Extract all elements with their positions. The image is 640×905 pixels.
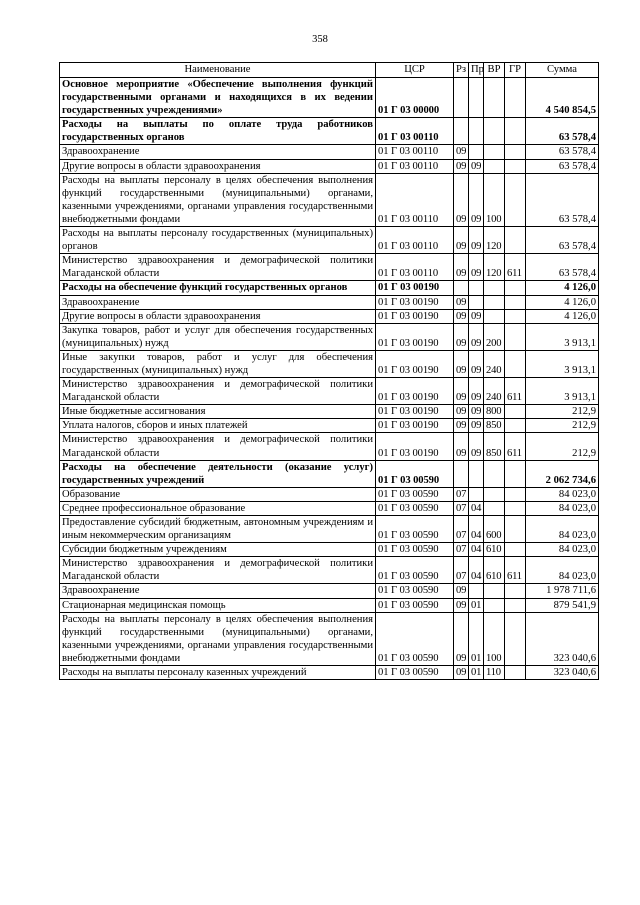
row-rz: 09 <box>454 323 469 350</box>
row-sum: 212,9 <box>526 419 599 433</box>
row-gr <box>505 543 526 557</box>
row-csr: 01 Г 03 00190 <box>376 419 454 433</box>
table-header <box>60 63 599 78</box>
row-name: Расходы на выплаты персоналу в целях обеспечения выполнения функций государственными (муниципальными) органами, казенными учреждениями, органами управления государственными внебюджетными фондами <box>60 612 376 665</box>
row-pr: 01 <box>469 612 484 665</box>
row-name: Стационарная медицинская помощь <box>60 598 376 612</box>
row-sum: 4 540 854,5 <box>526 78 599 118</box>
row-gr <box>505 405 526 419</box>
row-gr <box>505 487 526 501</box>
row-rz <box>454 460 469 487</box>
row-pr <box>469 281 484 295</box>
row-vr <box>484 295 505 309</box>
table-row <box>60 118 599 145</box>
row-name: Образование <box>60 487 376 501</box>
row-csr: 01 Г 03 00110 <box>376 173 454 226</box>
row-csr: 01 Г 03 00590 <box>376 598 454 612</box>
row-pr: 04 <box>469 501 484 515</box>
row-vr: 610 <box>484 557 505 584</box>
row-rz: 09 <box>454 350 469 377</box>
row-vr <box>484 501 505 515</box>
row-csr: 01 Г 03 00190 <box>376 323 454 350</box>
row-pr <box>469 487 484 501</box>
row-name: Расходы на выплаты персоналу государственных (муниципальных) органов <box>60 227 376 254</box>
header-sum: Сумма <box>526 63 599 78</box>
row-name: Другие вопросы в области здравоохранения <box>60 159 376 173</box>
row-rz: 09 <box>454 227 469 254</box>
row-vr: 200 <box>484 323 505 350</box>
row-pr: 09 <box>469 173 484 226</box>
row-csr: 01 Г 03 00590 <box>376 501 454 515</box>
row-gr: 611 <box>505 557 526 584</box>
table-body <box>60 78 599 680</box>
row-csr: 01 Г 03 00590 <box>376 543 454 557</box>
row-rz: 09 <box>454 405 469 419</box>
row-gr <box>505 584 526 598</box>
row-gr <box>505 173 526 226</box>
row-name: Уплата налогов, сборов и иных платежей <box>60 419 376 433</box>
row-rz <box>454 78 469 118</box>
row-sum: 3 913,1 <box>526 378 599 405</box>
row-vr <box>484 281 505 295</box>
row-csr: 01 Г 03 00190 <box>376 405 454 419</box>
row-name: Расходы на выплаты персоналу в целях обеспечения выполнения функций государственными (муниципальными) органами, казенными учреждениями, органами управления государственными внебюджетными фондами <box>60 173 376 226</box>
row-rz: 09 <box>454 254 469 281</box>
row-sum: 84 023,0 <box>526 487 599 501</box>
row-rz: 09 <box>454 612 469 665</box>
row-vr: 100 <box>484 173 505 226</box>
row-pr: 09 <box>469 350 484 377</box>
row-sum: 323 040,6 <box>526 612 599 665</box>
row-rz: 07 <box>454 501 469 515</box>
row-pr: 04 <box>469 516 484 543</box>
row-sum: 84 023,0 <box>526 516 599 543</box>
row-sum: 323 040,6 <box>526 666 599 680</box>
row-sum: 84 023,0 <box>526 501 599 515</box>
row-vr: 120 <box>484 254 505 281</box>
row-vr <box>484 487 505 501</box>
row-name: Министерство здравоохранения и демографической политики Магаданской области <box>60 433 376 460</box>
row-csr: 01 Г 03 00590 <box>376 460 454 487</box>
row-csr: 01 Г 03 00190 <box>376 378 454 405</box>
row-vr: 110 <box>484 666 505 680</box>
row-pr <box>469 295 484 309</box>
table-row <box>60 557 599 584</box>
row-name: Предоставление субсидий бюджетным, автономным учреждениям и иным некоммерческим организациям <box>60 516 376 543</box>
row-gr <box>505 295 526 309</box>
row-name: Расходы на обеспечение функций государственных органов <box>60 281 376 295</box>
header-gr: ГР <box>505 63 526 78</box>
table-row <box>60 159 599 173</box>
row-name: Министерство здравоохранения и демографической политики Магаданской области <box>60 378 376 405</box>
row-csr: 01 Г 03 00590 <box>376 584 454 598</box>
row-sum: 84 023,0 <box>526 543 599 557</box>
row-vr: 850 <box>484 433 505 460</box>
row-csr: 01 Г 03 00110 <box>376 227 454 254</box>
row-sum: 63 578,4 <box>526 227 599 254</box>
row-vr: 100 <box>484 612 505 665</box>
header-pr: Пр <box>469 63 484 78</box>
row-csr: 01 Г 03 00590 <box>376 557 454 584</box>
row-pr <box>469 118 484 145</box>
row-sum: 4 126,0 <box>526 281 599 295</box>
table-row <box>60 584 599 598</box>
row-gr <box>505 323 526 350</box>
row-gr <box>505 78 526 118</box>
row-vr: 240 <box>484 350 505 377</box>
table-row <box>60 501 599 515</box>
row-sum: 3 913,1 <box>526 323 599 350</box>
row-sum: 63 578,4 <box>526 145 599 159</box>
header-rz: Рз <box>454 63 469 78</box>
table-row <box>60 666 599 680</box>
header-vr: ВР <box>484 63 505 78</box>
table-row <box>60 378 599 405</box>
row-name: Министерство здравоохранения и демографической политики Магаданской области <box>60 557 376 584</box>
row-name: Субсидии бюджетным учреждениям <box>60 543 376 557</box>
row-vr: 850 <box>484 419 505 433</box>
row-gr <box>505 460 526 487</box>
row-pr: 04 <box>469 543 484 557</box>
header-name: Наименование <box>60 63 376 78</box>
row-csr: 01 Г 03 00190 <box>376 281 454 295</box>
row-rz: 09 <box>454 666 469 680</box>
row-csr: 01 Г 03 00190 <box>376 433 454 460</box>
row-pr: 09 <box>469 433 484 460</box>
row-rz: 09 <box>454 145 469 159</box>
row-csr: 01 Г 03 00000 <box>376 78 454 118</box>
row-csr: 01 Г 03 00190 <box>376 309 454 323</box>
row-csr: 01 Г 03 00110 <box>376 145 454 159</box>
table-row <box>60 145 599 159</box>
row-name: Другие вопросы в области здравоохранения <box>60 309 376 323</box>
row-name: Здравоохранение <box>60 145 376 159</box>
row-sum: 4 126,0 <box>526 309 599 323</box>
row-name: Расходы на выплаты персоналу казенных учреждений <box>60 666 376 680</box>
row-pr: 09 <box>469 309 484 323</box>
row-vr <box>484 159 505 173</box>
row-sum: 63 578,4 <box>526 173 599 226</box>
table-row <box>60 309 599 323</box>
table-row <box>60 227 599 254</box>
row-gr: 611 <box>505 254 526 281</box>
row-gr <box>505 159 526 173</box>
row-rz: 09 <box>454 419 469 433</box>
row-sum: 4 126,0 <box>526 295 599 309</box>
row-name: Иные закупки товаров, работ и услуг для обеспечения государственных (муниципальных) нужд <box>60 350 376 377</box>
row-pr: 09 <box>469 227 484 254</box>
row-vr: 600 <box>484 516 505 543</box>
row-rz: 09 <box>454 309 469 323</box>
row-name: Здравоохранение <box>60 295 376 309</box>
row-vr: 610 <box>484 543 505 557</box>
row-csr: 01 Г 03 00190 <box>376 350 454 377</box>
row-pr: 09 <box>469 378 484 405</box>
row-rz <box>454 281 469 295</box>
row-gr <box>505 118 526 145</box>
row-sum: 879 541,9 <box>526 598 599 612</box>
table-row <box>60 281 599 295</box>
row-csr: 01 Г 03 00110 <box>376 118 454 145</box>
row-name: Иные бюджетные ассигнования <box>60 405 376 419</box>
row-csr: 01 Г 03 00590 <box>376 516 454 543</box>
row-vr <box>484 78 505 118</box>
row-sum: 1 978 711,6 <box>526 584 599 598</box>
row-gr <box>505 598 526 612</box>
row-sum: 63 578,4 <box>526 254 599 281</box>
row-pr: 01 <box>469 598 484 612</box>
table-row <box>60 173 599 226</box>
row-pr <box>469 78 484 118</box>
row-name: Расходы на выплаты по оплате труда работников государственных органов <box>60 118 376 145</box>
row-name: Министерство здравоохранения и демографической политики Магаданской области <box>60 254 376 281</box>
row-pr: 09 <box>469 405 484 419</box>
row-rz: 09 <box>454 584 469 598</box>
header-row <box>60 63 599 78</box>
row-gr <box>505 666 526 680</box>
table-row <box>60 543 599 557</box>
row-gr <box>505 419 526 433</box>
row-gr <box>505 309 526 323</box>
row-rz: 09 <box>454 295 469 309</box>
row-rz <box>454 118 469 145</box>
row-sum: 212,9 <box>526 405 599 419</box>
row-vr <box>484 309 505 323</box>
row-rz: 07 <box>454 487 469 501</box>
row-vr <box>484 460 505 487</box>
row-rz: 09 <box>454 378 469 405</box>
table-row <box>60 323 599 350</box>
row-name: Расходы на обеспечение деятельности (оказание услуг) государственных учреждений <box>60 460 376 487</box>
row-gr <box>505 516 526 543</box>
table-row <box>60 487 599 501</box>
row-name: Закупка товаров, работ и услуг для обеспечения государственных (муниципальных) нужд <box>60 323 376 350</box>
row-vr <box>484 584 505 598</box>
row-gr: 611 <box>505 378 526 405</box>
row-rz: 09 <box>454 173 469 226</box>
row-vr <box>484 145 505 159</box>
row-pr: 09 <box>469 254 484 281</box>
row-vr <box>484 118 505 145</box>
row-name: Среднее профессиональное образование <box>60 501 376 515</box>
table-row <box>60 78 599 118</box>
row-pr: 01 <box>469 666 484 680</box>
table-row <box>60 350 599 377</box>
row-rz: 09 <box>454 598 469 612</box>
table-row <box>60 254 599 281</box>
row-gr <box>505 145 526 159</box>
row-rz: 07 <box>454 543 469 557</box>
row-pr: 04 <box>469 557 484 584</box>
row-gr <box>505 227 526 254</box>
row-name: Здравоохранение <box>60 584 376 598</box>
row-vr <box>484 598 505 612</box>
row-pr: 09 <box>469 419 484 433</box>
row-rz: 07 <box>454 557 469 584</box>
row-pr: 09 <box>469 323 484 350</box>
row-pr <box>469 584 484 598</box>
table-row <box>60 612 599 665</box>
row-gr <box>505 501 526 515</box>
row-csr: 01 Г 03 00190 <box>376 295 454 309</box>
row-pr <box>469 460 484 487</box>
row-sum: 2 062 734,6 <box>526 460 599 487</box>
row-pr <box>469 145 484 159</box>
row-sum: 3 913,1 <box>526 350 599 377</box>
row-sum: 84 023,0 <box>526 557 599 584</box>
row-gr: 611 <box>505 433 526 460</box>
row-sum: 63 578,4 <box>526 118 599 145</box>
page-number: 358 <box>312 34 328 45</box>
row-gr <box>505 281 526 295</box>
row-name: Основное мероприятие «Обеспечение выполнения функций государственными органами и находящихся в их ведении государственных учреждениями» <box>60 78 376 118</box>
header-csr: ЦСР <box>376 63 454 78</box>
budget-table <box>59 62 599 680</box>
row-csr: 01 Г 03 00110 <box>376 254 454 281</box>
table-row <box>60 516 599 543</box>
table-row <box>60 433 599 460</box>
row-vr: 120 <box>484 227 505 254</box>
row-gr <box>505 350 526 377</box>
row-vr: 800 <box>484 405 505 419</box>
row-sum: 212,9 <box>526 433 599 460</box>
row-csr: 01 Г 03 00110 <box>376 159 454 173</box>
row-csr: 01 Г 03 00590 <box>376 666 454 680</box>
row-csr: 01 Г 03 00590 <box>376 612 454 665</box>
table-row <box>60 598 599 612</box>
table-row <box>60 419 599 433</box>
row-csr: 01 Г 03 00590 <box>376 487 454 501</box>
row-gr <box>505 612 526 665</box>
row-rz: 09 <box>454 433 469 460</box>
table-row <box>60 405 599 419</box>
row-vr: 240 <box>484 378 505 405</box>
row-rz: 07 <box>454 516 469 543</box>
row-rz: 09 <box>454 159 469 173</box>
table-row <box>60 295 599 309</box>
table-row <box>60 460 599 487</box>
row-pr: 09 <box>469 159 484 173</box>
row-sum: 63 578,4 <box>526 159 599 173</box>
